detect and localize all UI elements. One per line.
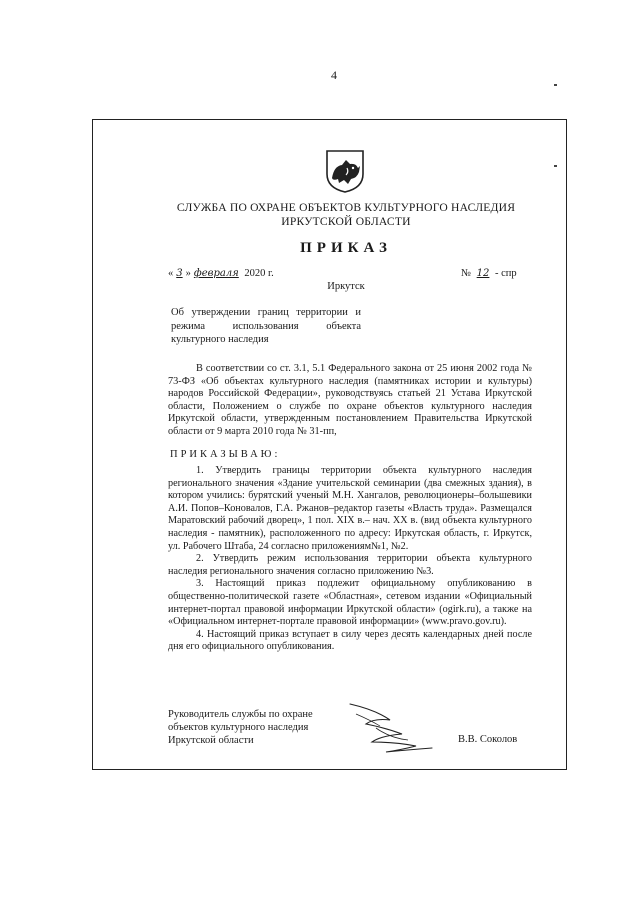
page-number: 4: [331, 68, 337, 82]
order-item-1: 1. Утвердить границы территории объекта культурного наследия регионального значения «Здание учительской семинарии (два смежных здания), в котором учились: бурятский ученый М.Н. Хангалов, революционеры–большевики А.И. Попов–Коновалов, Г.А. Ржанов–редактор газеты «Власть труда». Размещался Маратовский рабочий дворец», 1 пол. XIX в.– нач. XX в. (вид объекта культурного наследия - памятник), расположенного по адресу: Иркутская область, г. Иркутск, ул. Рабочего Штаба, 24 согласно приложениям№1, №2.: [168, 465, 532, 552]
signatory-name: В.В. Соколов: [458, 734, 518, 745]
order-item-3: 3. Настоящий приказ подлежит официальному опубликованию в общественно-политической газете «Областная», сетевом издании «Официальный интернет-портал правовой информации Иркутской области» (ogirk.ru), а также на «Официальном интернет-портале правовой информации» (www.pravo.gov.ru).: [168, 578, 532, 628]
preamble-text: В соответствии со ст. 3.1, 5.1 Федерального закона от 25 июня 2002 года № 73-ФЗ «Об объектах культурного наследия (памятниках истории и культуры) народов Российской Федерации», руководствуясь статьей 21 Устава Иркутской области, Положением о службе по охране объектов культурного наследия Иркутской области, утвержденным постановлением Правительства Иркутской области от 9 марта 2010 года № 31-пп,: [168, 363, 532, 437]
scan-mark: [554, 84, 557, 86]
city: Иркутск: [327, 281, 365, 292]
order-preamble: [168, 363, 532, 438]
number-suffix: - спр: [495, 268, 517, 279]
date-close-quote: »: [185, 268, 191, 279]
coat-of-arms-icon: [324, 148, 366, 194]
number-prefix: №: [461, 268, 472, 279]
agency-line-1: СЛУЖБА ПО ОХРАНЕ ОБЪЕКТОВ КУЛЬТУРНОГО НАСЛЕДИЯ: [176, 201, 516, 214]
date-year: 2020 г.: [244, 268, 274, 279]
order-item-4: 4. Настоящий приказ вступает в силу через десять календарных дней после дня его официального опубликования.: [168, 628, 532, 653]
number-value: 12: [476, 268, 490, 279]
agency-name: [160, 201, 532, 229]
date-day: 3: [176, 268, 183, 279]
order-items: [168, 465, 532, 654]
order-subject: Об утверждении границ территории и режима использования объекта культурного наследия: [171, 307, 361, 345]
handwritten-signature: [346, 698, 438, 756]
order-item-2: 2. Утвердить режим использования территории объекта культурного наследия регионального значения согласно приложению №3.: [168, 553, 532, 577]
order-date: [168, 268, 274, 279]
agency-line-2: ИРКУТСКОЙ ОБЛАСТИ: [281, 215, 411, 228]
date-month: февраля: [193, 268, 239, 279]
signatory-title: Руководитель службы по охране объектов культурного наследия Иркутской области: [168, 709, 313, 746]
document-title: ПРИКАЗ: [300, 240, 392, 256]
date-open-quote: «: [168, 268, 174, 279]
order-directive: ПРИКАЗЫВАЮ:: [170, 449, 281, 460]
order-number: [461, 268, 517, 279]
